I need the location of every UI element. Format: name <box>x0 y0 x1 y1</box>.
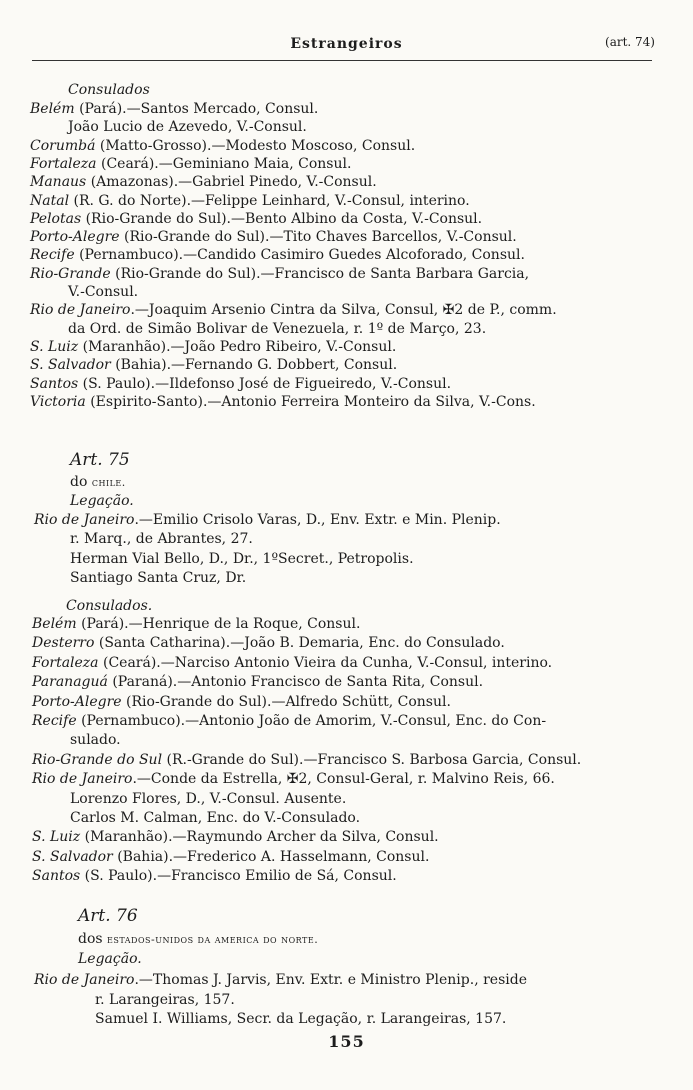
entry-text: (S. Paulo).—Ildefonso José de Figueiredo, V.-Consul. <box>78 375 452 392</box>
entry-place: S. Luiz <box>32 829 81 846</box>
entry-text: (Amazonas).—Gabriel Pinedo, V.-Consul. <box>86 174 377 191</box>
entry-line <box>32 694 451 710</box>
page-number: 155 <box>328 1032 365 1051</box>
entry-line <box>70 791 346 807</box>
entry-line <box>32 655 552 671</box>
entry-text: (Ceará).—Geminiano Maia, Consul. <box>96 155 352 172</box>
sec75-consulados-heading: Consulados. <box>66 598 153 614</box>
sec76-article-number: Art. 76 <box>78 906 138 926</box>
entry-place: Belém <box>30 101 75 117</box>
entry-place: Recife <box>30 247 75 264</box>
entry-text: Samuel I. Williams, Secr. da Legação, r. Larangeiras, 157. <box>95 1011 507 1028</box>
entry-line <box>70 531 253 547</box>
entry-place: S. Salvador <box>32 848 113 865</box>
entry-text: (Rio-Grande do Sul).—Alfredo Schütt, Consul. <box>121 693 451 710</box>
entry-line <box>70 732 121 748</box>
entry-place: Victoria <box>30 393 86 410</box>
sec74-heading: Consulados <box>68 82 150 98</box>
entry-text: (Rio-Grande do Sul).—Francisco de Santa Barbara Garcia, <box>110 265 530 282</box>
entry-line <box>32 635 505 651</box>
entry-text: (Bahia).—Fernando G. Dobbert, Consul. <box>110 357 398 374</box>
entry-line <box>30 193 470 209</box>
entry-line <box>30 101 318 117</box>
entry-text: Santiago Santa Cruz, Dr. <box>70 569 247 586</box>
entry-line <box>30 266 529 282</box>
entry-line <box>70 810 360 826</box>
entry-place: Fortaleza <box>30 155 97 172</box>
entry-text: sulado. <box>70 732 121 749</box>
entry-text: (Rio-Grande do Sul).—Bento Albino da Costa, V.-Consul. <box>81 210 483 227</box>
entry-line <box>30 302 557 318</box>
entry-text: V.-Consul. <box>68 284 139 300</box>
entry-line <box>30 211 482 227</box>
entry-text: .—Emilio Crisolo Varas, D., Env. Extr. e Min. Plenip. <box>134 512 501 528</box>
entry-line <box>68 321 486 337</box>
entry-text: r. Marq., de Abrantes, 27. <box>70 531 253 548</box>
sec75-country <box>70 474 126 491</box>
sec75-article-number: Art. 75 <box>70 450 130 470</box>
entry-text: (Bahia).—Frederico A. Hasselmann, Consul. <box>112 848 430 865</box>
entry-line <box>32 849 429 865</box>
entry-place: Manaus <box>30 174 87 191</box>
entry-line <box>32 752 581 768</box>
entry-text: (Maranhão).—Raymundo Archer da Silva, Consul. <box>80 829 439 846</box>
entry-place: Paranaguá <box>32 674 108 691</box>
sec76-country-prefix: dos <box>78 931 103 947</box>
entry-text: da Ord. de Simão Bolivar de Venezuela, r. 1º de Março, 23. <box>68 320 487 337</box>
entry-line <box>32 674 483 690</box>
entry-line <box>70 551 414 567</box>
entry-line <box>30 247 525 263</box>
entry-line <box>32 868 397 884</box>
entry-line <box>30 229 517 245</box>
entry-text: (Santa Catharina).—João B. Demaria, Enc. do Consulado. <box>94 635 505 652</box>
entry-text: (Espirito-Santo).—Antonio Ferreira Monteiro da Silva, V.-Cons. <box>85 393 536 410</box>
entry-place: Santos <box>30 375 79 392</box>
entry-text: (Matto-Grosso).—Modesto Moscoso, Consul. <box>95 137 416 154</box>
entry-place: Fortaleza <box>32 654 99 671</box>
entry-text: (Rio-Grande do Sul).—Tito Chaves Barcellos, V.-Consul. <box>119 229 517 246</box>
sec76-country <box>78 931 318 948</box>
entry-place: Santos <box>32 868 81 885</box>
entry-line <box>68 119 307 135</box>
header-rule <box>32 60 652 61</box>
entry-place: Rio de Janeiro <box>34 512 135 528</box>
entry-line <box>95 992 235 1008</box>
entry-text: João Lucio de Azevedo, V.-Consul. <box>68 119 307 136</box>
entry-place: Belém <box>32 616 77 632</box>
entry-place: Rio-Grande do Sul <box>32 751 163 768</box>
entry-place: Desterro <box>32 635 95 652</box>
entry-line <box>70 570 246 586</box>
entry-text: Carlos M. Calman, Enc. do V.-Consulado. <box>70 810 361 826</box>
sec75-country-name: chile. <box>91 476 126 489</box>
entry-place: Rio de Janeiro <box>30 302 131 319</box>
entry-text: .—Thomas J. Jarvis, Env. Extr. e Ministro Plenip., reside <box>134 972 527 988</box>
entry-line <box>32 616 360 632</box>
entry-text: (Pernambuco).—Candido Casimiro Guedes Alcoforado, Consul. <box>74 247 525 264</box>
entry-line <box>32 771 555 787</box>
entry-line <box>34 972 527 988</box>
entry-place: Natal <box>30 192 70 209</box>
entry-line <box>30 174 377 190</box>
entry-text: (Pernambuco).—Antonio João de Amorim, V.-Consul, Enc. do Con- <box>76 713 547 729</box>
entry-line <box>32 829 439 845</box>
entry-place: Porto-Alegre <box>32 693 122 710</box>
page-header-title: Estrangeiros <box>290 36 403 52</box>
entry-place: Pelotas <box>30 210 82 227</box>
entry-place: S. Salvador <box>30 357 111 374</box>
entry-place: Porto-Alegre <box>30 229 120 246</box>
entry-text: (S. Paulo).—Francisco Emilio de Sá, Consul. <box>80 868 397 885</box>
entry-text: (R.-Grande do Sul).—Francisco S. Barbosa Garcia, Consul. <box>162 751 582 768</box>
entry-place: Corumbá <box>30 137 96 154</box>
page-header-article-ref: (art. 74) <box>605 35 655 49</box>
entry-line <box>30 357 397 373</box>
entry-line <box>30 376 451 392</box>
entry-text: .—Joaquim Arsenio Cintra da Silva, Consul, ✠2 de P., comm. <box>130 302 557 319</box>
entry-line <box>68 284 138 300</box>
entry-line <box>95 1011 506 1027</box>
entry-text: (Maranhão).—João Pedro Ribeiro, V.-Consul. <box>78 338 397 355</box>
entry-line <box>34 512 501 528</box>
sec75-country-prefix: do <box>70 474 88 490</box>
entry-text: (Ceará).—Narciso Antonio Vieira da Cunha, V.-Consul, interino. <box>98 654 553 671</box>
entry-line <box>30 339 396 355</box>
entry-place: Rio de Janeiro <box>32 771 133 788</box>
entry-text: r. Larangeiras, 157. <box>95 991 235 1008</box>
entry-place: S. Luiz <box>30 338 79 355</box>
entry-place: Recife <box>32 713 77 729</box>
entry-place: Rio de Janeiro <box>34 972 135 988</box>
entry-text: .—Conde da Estrella, ✠2, Consul-Geral, r. Malvino Reis, 66. <box>132 771 555 788</box>
entry-line <box>32 713 546 729</box>
sec75-legation-heading: Legação. <box>70 493 134 509</box>
entry-text: Herman Vial Bello, D., Dr., 1ºSecret., Petropolis. <box>70 550 414 567</box>
sec76-legation-heading: Legação. <box>78 951 142 967</box>
entry-line <box>30 138 415 154</box>
entry-text: Lorenzo Flores, D., V.-Consul. Ausente. <box>70 790 347 807</box>
entry-line <box>30 394 536 410</box>
entry-text: (Pará).—Henrique de la Roque, Consul. <box>76 616 361 632</box>
entry-place: Rio-Grande <box>30 265 111 282</box>
entry-text: (Paraná).—Antonio Francisco de Santa Rita, Consul. <box>107 674 484 691</box>
sec76-country-name: estados-unidos da america do norte. <box>107 933 319 946</box>
entry-text: (R. G. do Norte).—Felippe Leinhard, V.-Consul, interino. <box>69 192 470 209</box>
entry-line <box>30 156 351 172</box>
entry-text: (Pará).—Santos Mercado, Consul. <box>74 101 319 117</box>
